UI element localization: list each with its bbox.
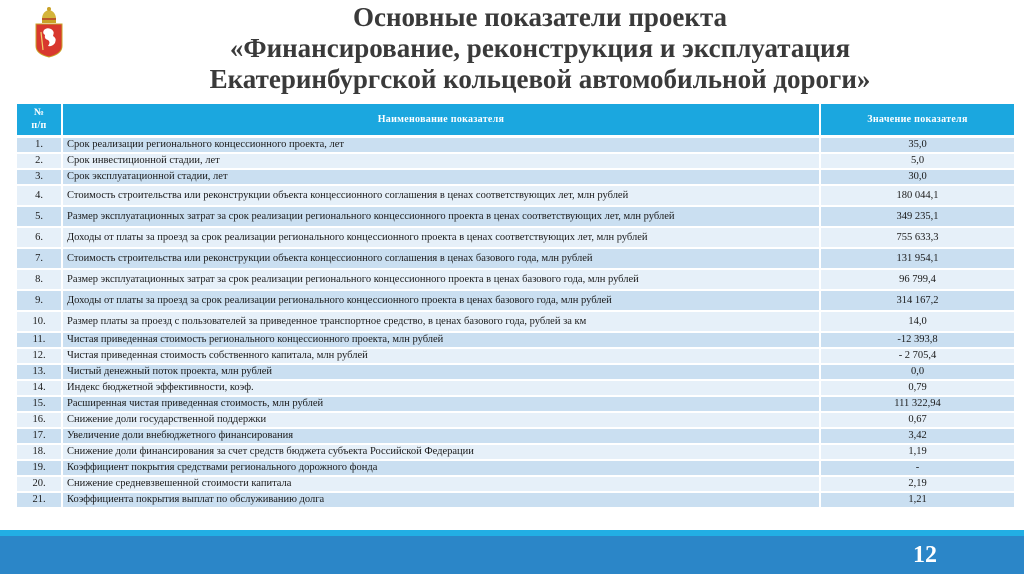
- title-line-2: «Финансирование, реконструкция и эксплуатация: [229, 33, 851, 63]
- row-number: 16.: [17, 412, 62, 428]
- row-number: 14.: [17, 380, 62, 396]
- row-value: 0,67: [820, 412, 1014, 428]
- row-value: 96 799,4: [820, 269, 1014, 290]
- column-header-name: Наименование показателя: [62, 104, 820, 136]
- row-number: 11.: [17, 332, 62, 348]
- table-row: [17, 364, 1014, 380]
- row-value: 0,79: [820, 380, 1014, 396]
- table-row: [17, 492, 1014, 508]
- column-header-value: Значение показателя: [820, 104, 1014, 136]
- row-value: - 2 705,4: [820, 348, 1014, 364]
- row-name: Коэффициент покрытия средствами регионального дорожного фонда: [62, 460, 820, 476]
- table-row: [17, 169, 1014, 185]
- row-number: 7.: [17, 248, 62, 269]
- row-value: -12 393,8: [820, 332, 1014, 348]
- row-value: 3,42: [820, 428, 1014, 444]
- row-number: 21.: [17, 492, 62, 508]
- table-header-row: [17, 104, 1014, 136]
- row-name: Увеличение доли внебюджетного финансирования: [62, 428, 820, 444]
- table-row: [17, 269, 1014, 290]
- row-number: 13.: [17, 364, 62, 380]
- row-value: -: [820, 460, 1014, 476]
- row-number: 9.: [17, 290, 62, 311]
- row-name: Доходы от платы за проезд за срок реализации регионального концессионного проекта в ценах базового года, млн рублей: [62, 290, 820, 311]
- row-value: 14,0: [820, 311, 1014, 332]
- row-value: 2,19: [820, 476, 1014, 492]
- table-row: [17, 290, 1014, 311]
- row-value: 5,0: [820, 153, 1014, 169]
- row-name: Размер платы за проезд с пользователей за приведенное транспортное средство, в ценах базового года, рублей за км: [62, 311, 820, 332]
- table-row: [17, 311, 1014, 332]
- row-value: 314 167,2: [820, 290, 1014, 311]
- row-value: 111 322,94: [820, 396, 1014, 412]
- table-row: [17, 428, 1014, 444]
- title-line-3: Екатеринбургской кольцевой автомобильной дороги»: [209, 64, 871, 94]
- table-row: [17, 444, 1014, 460]
- table-row: [17, 412, 1014, 428]
- table-row: [17, 332, 1014, 348]
- row-name: Срок инвестиционной стадии, лет: [62, 153, 820, 169]
- row-name: Доходы от платы за проезд за срок реализации регионального концессионного проекта в ценах соответствующих лет, млн рублей: [62, 227, 820, 248]
- row-number: 12.: [17, 348, 62, 364]
- title-line-1: Основные показатели проекта: [352, 2, 728, 32]
- row-name: Срок реализации регионального концессионного проекта, лет: [62, 136, 820, 153]
- row-value: 180 044,1: [820, 185, 1014, 206]
- table-row: [17, 348, 1014, 364]
- row-name: Коэффициента покрытия выплат по обслуживанию долга: [62, 492, 820, 508]
- row-value: 349 235,1: [820, 206, 1014, 227]
- row-name: Срок эксплуатационной стадии, лет: [62, 169, 820, 185]
- row-value: 1,19: [820, 444, 1014, 460]
- row-number: 3.: [17, 169, 62, 185]
- table-row: [17, 206, 1014, 227]
- row-number: 20.: [17, 476, 62, 492]
- table-row: [17, 380, 1014, 396]
- table-row: [17, 476, 1014, 492]
- page-number: 12: [913, 542, 937, 568]
- row-number: 5.: [17, 206, 62, 227]
- row-name: Стоимость строительства или реконструкции объекта концессионного соглашения в ценах базового года, млн рублей: [62, 248, 820, 269]
- row-name: Снижение доли финансирования за счет средств бюджета субъекта Российской Федерации: [62, 444, 820, 460]
- row-name: Снижение доли государственной поддержки: [62, 412, 820, 428]
- row-name: Чистая приведенная стоимость регионального концессионного проекта, млн рублей: [62, 332, 820, 348]
- row-number: 1.: [17, 136, 62, 153]
- row-value: 1,21: [820, 492, 1014, 508]
- row-name: Размер эксплуатационных затрат за срок реализации регионального концессионного проекта в ценах соответствующих лет, млн рублей: [62, 206, 820, 227]
- table-row: [17, 396, 1014, 412]
- page-title: [120, 2, 960, 95]
- table-row: [17, 136, 1014, 153]
- row-number: 4.: [17, 185, 62, 206]
- table-row: [17, 227, 1014, 248]
- row-value: 0,0: [820, 364, 1014, 380]
- row-name: Индекс бюджетной эффективности, коэф.: [62, 380, 820, 396]
- row-name: Расширенная чистая приведенная стоимость, млн рублей: [62, 396, 820, 412]
- row-number: 15.: [17, 396, 62, 412]
- row-number: 18.: [17, 444, 62, 460]
- table-row: [17, 460, 1014, 476]
- table-row: [17, 153, 1014, 169]
- row-number: 6.: [17, 227, 62, 248]
- footer-bar: [0, 536, 1024, 574]
- row-number: 10.: [17, 311, 62, 332]
- row-name: Стоимость строительства или реконструкции объекта концессионного соглашения в ценах соответствующих лет, млн рублей: [62, 185, 820, 206]
- row-value: 755 633,3: [820, 227, 1014, 248]
- row-name: Размер эксплуатационных затрат за срок реализации регионального концессионного проекта в ценах базового года, млн рублей: [62, 269, 820, 290]
- row-name: Снижение средневзвешенной стоимости капитала: [62, 476, 820, 492]
- row-value: 131 954,1: [820, 248, 1014, 269]
- row-value: 30,0: [820, 169, 1014, 185]
- row-value: 35,0: [820, 136, 1014, 153]
- indicators-table: [17, 104, 1014, 509]
- row-number: 17.: [17, 428, 62, 444]
- row-number: 19.: [17, 460, 62, 476]
- table-row: [17, 185, 1014, 206]
- row-name: Чистая приведенная стоимость собственного капитала, млн рублей: [62, 348, 820, 364]
- row-number: 2.: [17, 153, 62, 169]
- table-row: [17, 248, 1014, 269]
- column-header-number: № п/п: [17, 104, 62, 136]
- row-number: 8.: [17, 269, 62, 290]
- coat-of-arms-icon: [34, 6, 64, 58]
- row-name: Чистый денежный поток проекта, млн рублей: [62, 364, 820, 380]
